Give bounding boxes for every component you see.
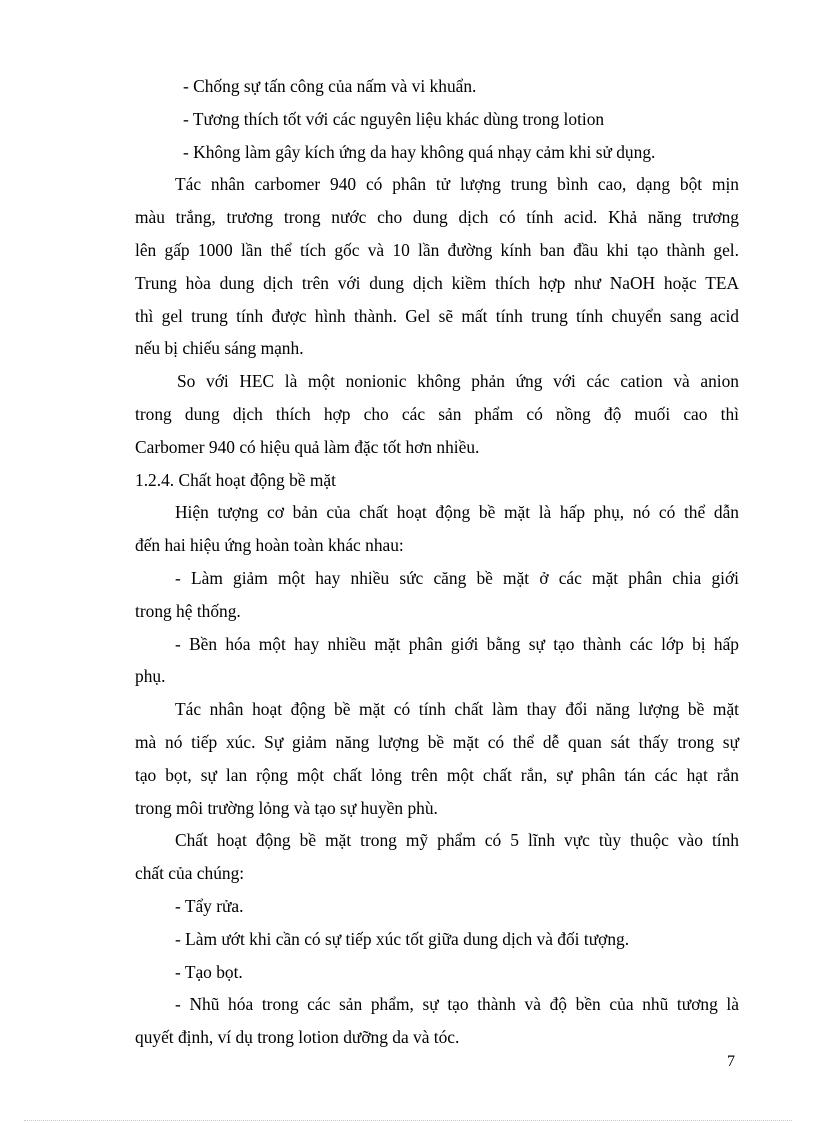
paragraph-line: trong hệ thống. [135, 600, 241, 621]
paragraph-line: Trung hòa dung dịch trên với dung dịch kiềm thích hợp như NaOH hoặc TEA [135, 272, 739, 293]
paragraph-line: Tác nhân carbomer 940 có phân tử lượng trung bình cao, dạng bột mịn [175, 174, 739, 195]
bullet-line: - Tẩy rửa. [175, 895, 244, 916]
page-body [135, 70, 739, 1054]
paragraph-line: So với HEC là một nonionic không phản ứng với các cation và anion [177, 371, 739, 392]
paragraph-line: Tác nhân hoạt động bề mặt có tính chất làm thay đổi năng lượng bề mặt [175, 699, 739, 720]
paragraph-line: trong dung dịch thích hợp cho các sản phẩm có nồng độ muối cao thì [135, 403, 739, 424]
paragraph-line: quyết định, ví dụ trong lotion dưỡng da và tóc. [135, 1027, 460, 1048]
section-heading: 1.2.4. Chất hoạt động bề mặt [135, 469, 336, 490]
bullet-line: - Tạo bọt. [175, 961, 243, 982]
paragraph-line: mà nó tiếp xúc. Sự giảm năng lượng bề mặt có thể dễ quan sát thấy trong sự [135, 731, 739, 752]
paragraph-line: tạo bọt, sự lan rộng một chất lỏng trên một chất rắn, sự phân tán các hạt rắn [135, 764, 739, 785]
paragraph-line: Hiện tượng cơ bản của chất hoạt động bề mặt là hấp phụ, nó có thể dẫn [175, 502, 739, 523]
paragraph-line: trong môi trường lỏng và tạo sự huyền phù. [135, 797, 438, 818]
paragraph-line: Chất hoạt động bề mặt trong mỹ phẩm có 5 lĩnh vực tùy thuộc vào tính [175, 830, 739, 851]
page-number: 7 [727, 1053, 735, 1070]
paragraph-line: lên gấp 1000 lần thể tích gốc và 10 lần đường kính ban đầu khi tạo thành gel. [135, 239, 739, 260]
paragraph-line: chất của chúng: [135, 863, 245, 884]
paragraph-line: phụ. [135, 666, 166, 687]
bullet-line: - Tương thích tốt với các nguyên liệu khác dùng trong lotion [183, 108, 605, 129]
paragraph-line: màu trắng, trương trong nước cho dung dịch có tính acid. Khả năng trương [135, 207, 739, 228]
bullet-line: - Không làm gây kích ứng da hay không quá nhạy cảm khi sử dụng. [183, 141, 656, 162]
page-bottom-divider [24, 1120, 792, 1121]
paragraph-line: thì gel trung tính được hình thành. Gel sẽ mất tính trung tính chuyển sang acid [135, 305, 739, 326]
bullet-line: - Bền hóa một hay nhiều mặt phân giới bằng sự tạo thành các lớp bị hấp [175, 633, 739, 654]
paragraph-line: Carbomer 940 có hiệu quả làm đặc tốt hơn nhiều. [135, 436, 480, 457]
bullet-line: - Nhũ hóa trong các sản phẩm, sự tạo thành và độ bền của nhũ tương là [175, 994, 739, 1015]
paragraph-line: đến hai hiệu ứng hoàn toàn khác nhau: [135, 535, 404, 556]
bullet-line: - Làm giảm một hay nhiều sức căng bề mặt ở các mặt phân chia giới [175, 567, 739, 588]
bullet-line: - Chống sự tấn công của nấm và vi khuẩn. [183, 76, 477, 96]
paragraph-line: nếu bị chiếu sáng mạnh. [135, 338, 304, 359]
bullet-line: - Làm ướt khi cần có sự tiếp xúc tốt giữa dung dịch và đối tượng. [175, 928, 630, 949]
